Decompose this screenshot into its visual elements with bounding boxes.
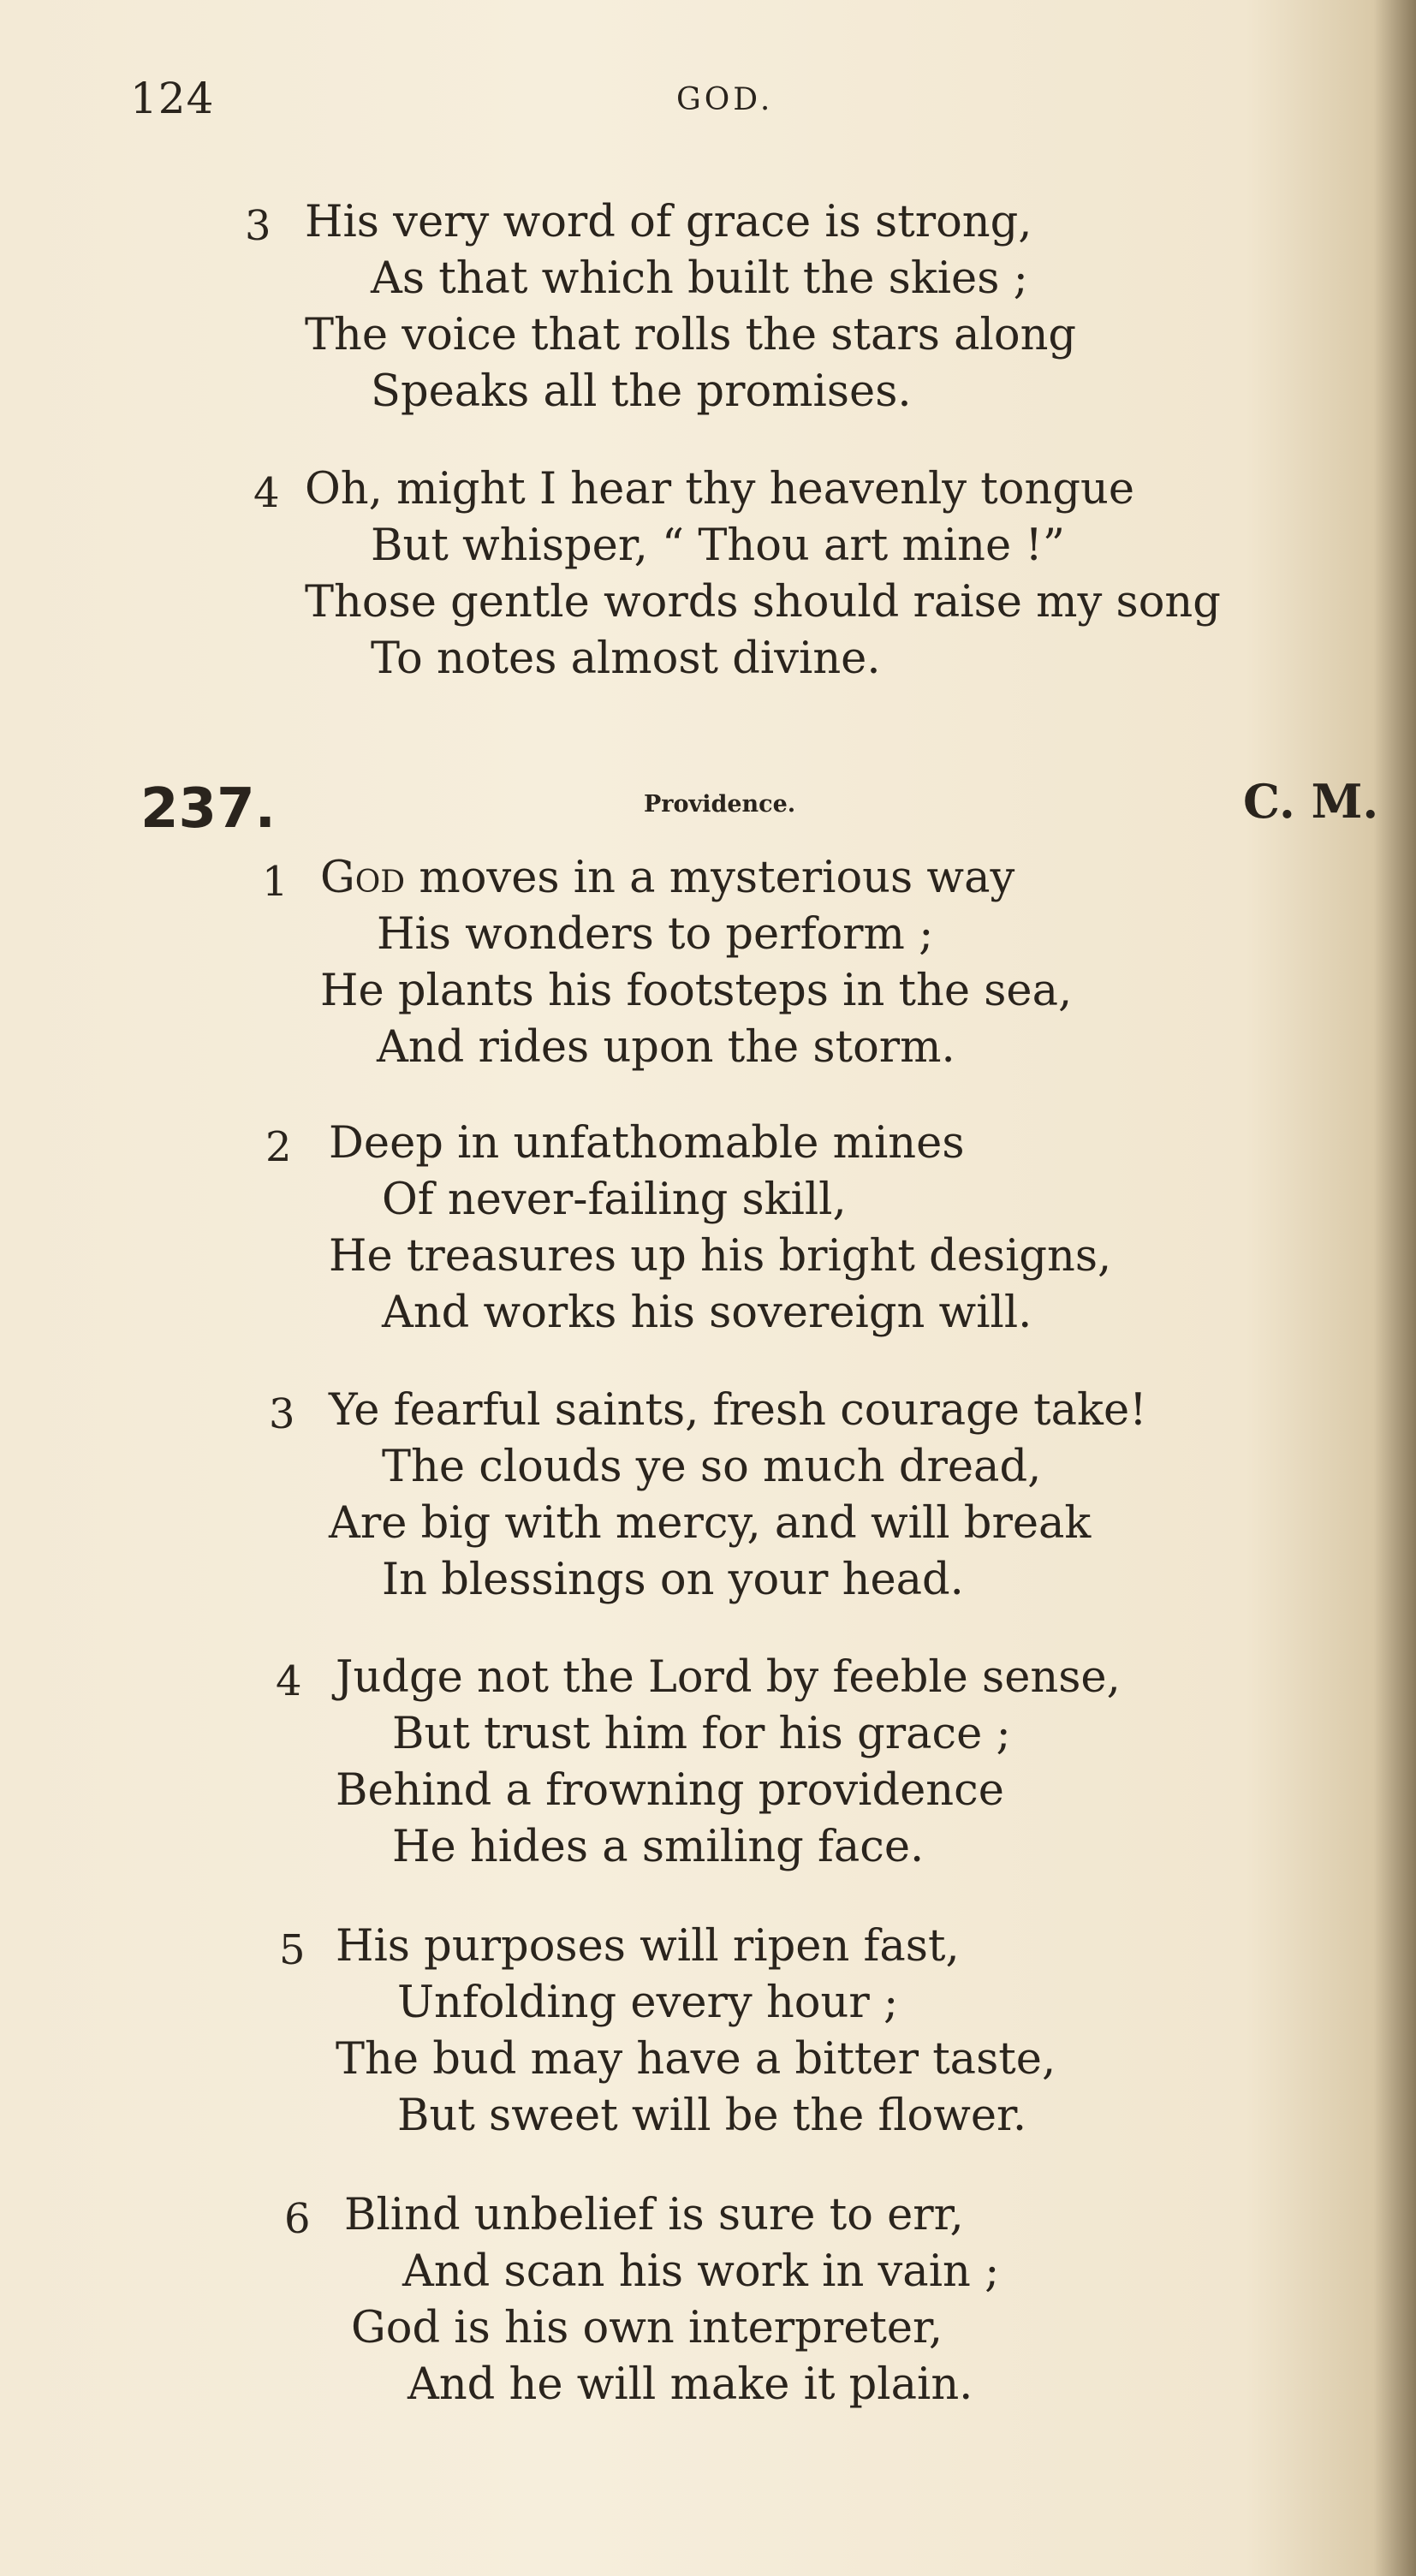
hymn-title: Providence.: [644, 791, 796, 818]
verse-line-rest: moves in a mysterious way: [405, 853, 1015, 903]
verse-line: His wonders to perform ;: [377, 909, 934, 960]
verse-line: The bud may have a bitter taste,: [336, 2034, 1056, 2085]
verse-number: 1: [262, 858, 289, 906]
verse-line: The clouds ye so much dread,: [382, 1442, 1042, 1492]
verse-line: But whisper, “ Thou art mine !”: [371, 521, 1065, 571]
verse-line: [320, 853, 1015, 903]
verse-number: 4: [276, 1657, 302, 1705]
verse-line: His very word of grace is strong,: [305, 197, 1032, 247]
first-word-small-caps: God: [320, 853, 406, 903]
verse-line: Blind unbelief is sure to err,: [344, 2190, 964, 2240]
page-number: 124: [130, 74, 215, 123]
verse-line: His purposes will ripen fast,: [336, 1921, 960, 1972]
verse-line: In blessings on your head.: [382, 1555, 964, 1605]
verse-line: Ye fearful saints, fresh courage take!: [329, 1385, 1147, 1436]
verse-line: He treasures up his bright designs,: [329, 1231, 1112, 1282]
verse-line: Speaks all the promises.: [371, 366, 912, 417]
verse-number: 6: [284, 2195, 311, 2243]
verse-line: The voice that rolls the stars along: [305, 310, 1077, 360]
verse-line: And he will make it plain.: [408, 2359, 973, 2410]
verse-line: He hides a smiling face.: [392, 1822, 925, 1872]
verse-line: Those gentle words should raise my song: [305, 577, 1221, 628]
running-head: GOD.: [676, 82, 774, 117]
verse-line: And rides upon the storm.: [377, 1022, 955, 1073]
verse-number: 2: [265, 1123, 292, 1171]
hymn-number: 237.: [140, 777, 276, 841]
verse-line: God is his own interpreter,: [351, 2303, 943, 2353]
verse-line: Are big with mercy, and will break: [329, 1498, 1092, 1549]
verse-line: As that which built the skies ;: [371, 253, 1028, 304]
verse-line: But trust him for his grace ;: [392, 1709, 1011, 1759]
verse-number: 5: [279, 1926, 306, 1974]
verse-line: But sweet will be the flower.: [397, 2091, 1027, 2141]
verse-line: And works his sovereign will.: [382, 1288, 1032, 1338]
verse-line: To notes almost divine.: [371, 634, 881, 684]
verse-number: 4: [253, 469, 280, 517]
verse-line: Oh, might I hear thy heavenly tongue: [305, 464, 1135, 515]
verse-line: He plants his footsteps in the sea,: [320, 966, 1073, 1016]
hymn-meter: C. M.: [1243, 774, 1379, 829]
verse-number: 3: [269, 1390, 295, 1438]
verse-line: Unfolding every hour ;: [397, 1978, 899, 2028]
verse-line: And scan his work in vain ;: [402, 2246, 1000, 2297]
verse-line: Judge not the Lord by feeble sense,: [336, 1652, 1121, 1703]
verse-line: Of never-failing skill,: [382, 1175, 847, 1225]
verse-number: 3: [245, 202, 271, 250]
verse-line: Behind a frowning providence: [336, 1765, 1004, 1816]
verse-line: Deep in unfathomable mines: [329, 1118, 965, 1169]
